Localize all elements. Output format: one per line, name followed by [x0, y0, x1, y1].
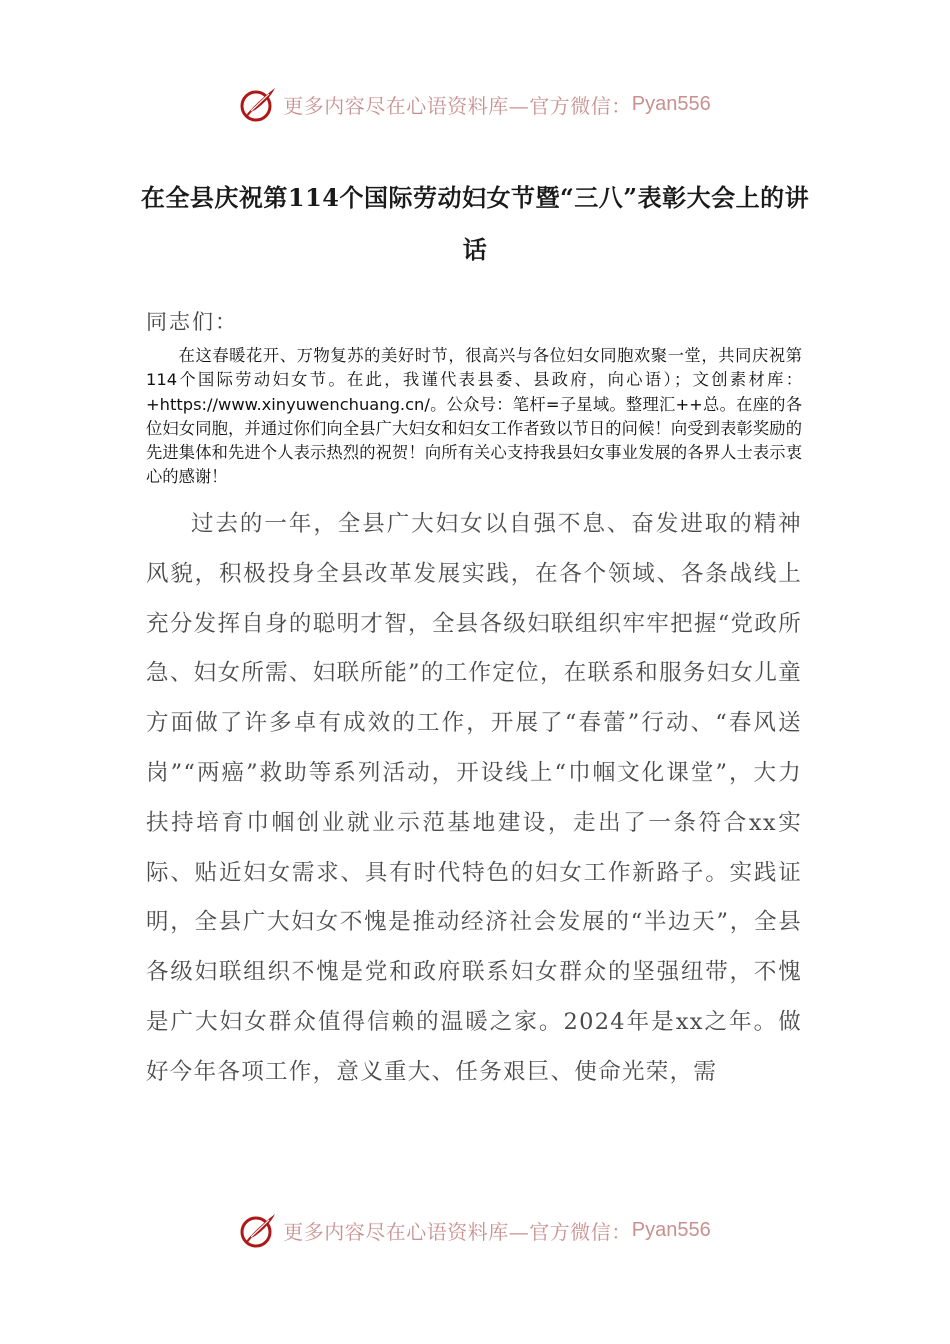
intro-paragraph: 在这春暖花开、万物复苏的美好时节，很高兴与各位妇女同胞欢聚一堂，共同庆祝第114个国际劳动妇女节。在此，我谨代表县委、县政府，向心语）；文创素材库：+https://www.xinyuwenchuang.cn/。公众号：笔杆=子星域。整理汇++总。在座的各位妇女同胞，并通过你们向全县广大妇女和妇女工作者致以节日的问候！向受到表彰奖励的先进集体和先进个人表示热烈的祝贺！向所有关心支持我县妇女事业发展的各界人士表示衷心的感谢！	[146, 346, 802, 487]
document-title: 在全县庆祝第114个国际劳动妇女节暨“三八”表彰大会上的讲话	[140, 183, 810, 264]
watermark-wechat-id: Pyan556	[631, 1218, 711, 1241]
quill-logo-icon	[239, 1210, 279, 1250]
body-paragraph: 过去的一年，全县广大妇女以自强不息、奋发进取的精神风貌，积极投身全县改革发展实践，在各个领域、各条战线上充分发挥自身的聪明才智，全县各级妇联组织牢牢把握“党政所急、妇女所需、妇联所能”的工作定位，在联系和服务妇女儿童方面做了许多卓有成效的工作，开展了“春蕾”行动、“春风送岗”“两癌”救助等系列活动，开设线上“巾帼文化课堂”，大力扶持培育巾帼创业就业示范基地建设，走出了一条符合xx实际、贴近妇女需求、具有时代特色的妇女工作新路子。实践证明，全县广大妇女不愧是推动经济社会发展的“半边天”，全县各级妇联组织不愧是党和政府联系妇女群众的坚强纽带，不愧是广大妇女群众值得信赖的温暖之家。2024年是xx之年。做好今年各项工作，意义重大、任务艰巨、使命光荣，需	[146, 511, 802, 1085]
salutation: 同志们：	[146, 310, 238, 334]
quill-logo-icon	[239, 84, 279, 124]
watermark-wechat-id: Pyan556	[631, 92, 711, 115]
watermark-text: 更多内容尽在心语资料库—官方微信：	[283, 93, 632, 118]
watermark-text: 更多内容尽在心语资料库—官方微信：	[283, 1219, 632, 1244]
header-watermark	[0, 80, 950, 128]
footer-watermark	[0, 1206, 950, 1254]
